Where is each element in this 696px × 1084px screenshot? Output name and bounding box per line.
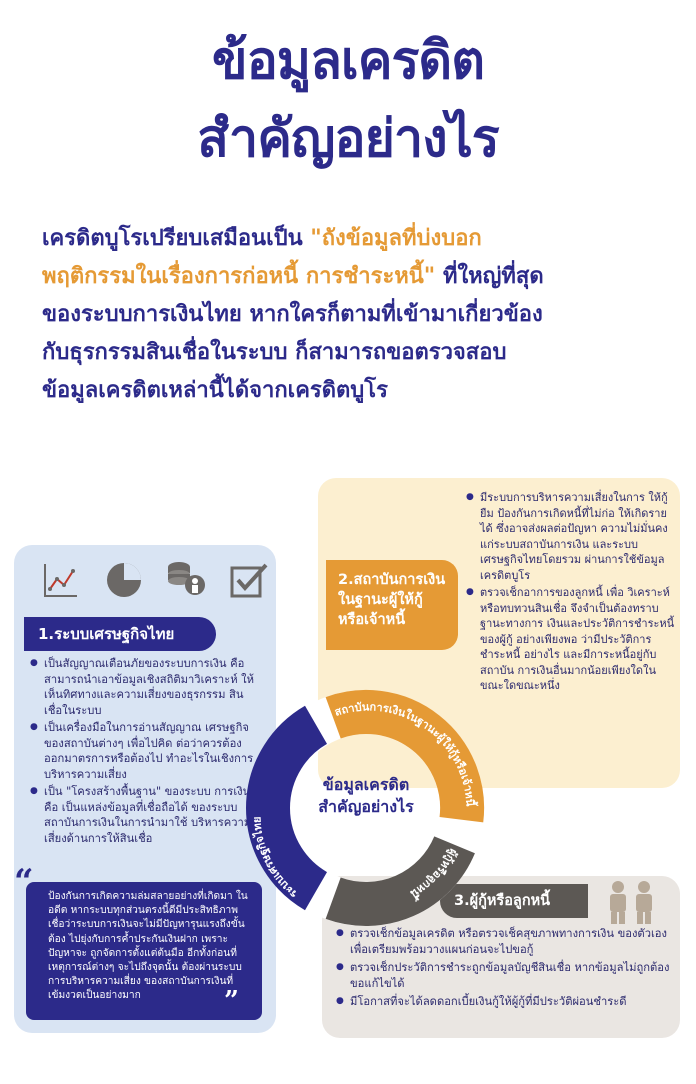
list-item: ● ตรวจเช็กอาการของลูกหนี้ เพื่อ วิเคราะห์หรือทบทวนสินเชื่อ จึงจำเป็นต้องทราบฐานะทางการ เงินและประวัติการชำระหนี้ของผู้กู้ อย่างเพียงพอ ว่ามีประวัติการชำระหนี้ อย่างไร และมีการะหนี้อยู่กับสถาบัน การเงินอื่นมากน้อยเพียงใดใน ขณะใดขณะหนึ่ง xyxy=(466,585,676,694)
page-title-line2: สำคัญอย่างไร xyxy=(197,109,499,169)
list-item: ● ตรวจเช็กข้อมูลเครดิต หรือตรวจเช็คสุขภาพทางการเงิน ของตัวเอง เพื่อเตรียมพร้อมวางแผนก่อนจะไปขอกู้ xyxy=(336,926,670,957)
economy-bullets xyxy=(30,656,258,848)
ring-label-borrower: ผู้กู้หรือลูกหนี้ xyxy=(408,846,460,901)
intro-line-2 xyxy=(42,258,672,296)
lender-bullets xyxy=(466,490,676,696)
list-item: ● เป็นสัญญาณเตือนภัยของระบบการเงิน คือ สามารถนำเอาข้อมูลเชิงสถิติมาวิเคราะห์ ให้เห็นทิศทางและความเสี่ยงของธุรกรรม สินเชื่อในระบบ xyxy=(30,656,258,718)
list-item: ● เป็น "โครงสร้างพื้นฐาน" ของระบบ การเงิน คือ เป็นแหล่งข้อมูลที่เชื่อถือได้ ของระบบสถาบันการเงินในการนำมาใช้ บริหารความเสี่ยงด้านการให้สินเชื่อ xyxy=(30,784,258,846)
page-title-line1: ข้อมูลเครดิต xyxy=(212,31,484,91)
intro-text: เครดิตบูโรเปรียบเสมือนเป็น xyxy=(42,226,311,251)
list-item: ● มีระบบการบริหารความเสี่ยงในการ ให้กู้ยืม ป้องกันการเกิดหนี้ที่ไม่ก่อ ให้เกิดรายได้ ซึ่งอาจส่งผลต่อปัญหา ความไม่มั่นคงแก่ระบบสถาบันการเงิน และระบบเศรษฐกิจไทยโดยรวม ผ่านการใช้ข้อมูลเครดิตบูโร xyxy=(466,490,676,583)
intro-line-4: กับธุรกรรมสินเชื่อในระบบ ก็สามารถขอตรวจสอบ xyxy=(42,340,507,365)
open-quote-icon: “ xyxy=(14,862,34,902)
quote-box: ป้องกันการเกิดความล่มสลายอย่างที่เกิดมา ในอดีต หากระบบทุกส่วนตรงนี้ดีมีประสิทธิภาพ เชื่อว่าระบบการเงินจะไม่มีปัญหารุนแรงถึงขั้นต้อง ไปยุ่งกับการค้ำประกันเงินฝาก เพราะปัญหาจะ ถูกจัดการตั้งแต่ต้นมือ อีกทั้งก่อนที่เหตุการณ์ต่างๆ จะไปถึงจุดนั้น ต้องผ่านระบบการบริหารความเสี่ยง ของสถาบันการเงินที่เข้มงวดเป็นอย่างมาก xyxy=(26,882,262,1020)
coins-person-icon xyxy=(165,559,207,601)
borrower-label: 3.ผู้กู้หรือลูกหนี้ xyxy=(440,884,588,918)
ring-label-economy: ระบบเศรษฐกิจไทย xyxy=(250,816,300,901)
checkbox-icon xyxy=(228,559,270,601)
ring-center-title xyxy=(306,774,426,818)
intro-line-5: ข้อมูลเครดิตเหล่านี้ได้จากเครดิตบูโร xyxy=(42,378,388,403)
borrower-bullets xyxy=(336,926,670,1013)
ring-center-line2: สำคัญอย่างไร xyxy=(318,797,414,816)
list-item: ● มีโอกาสที่จะได้ลดดอกเบี้ยเงินกู้ให้ผู้กู้ที่มีประวัติผ่อนชำระดี xyxy=(336,994,670,1010)
close-quote-icon: ” xyxy=(224,986,239,1016)
line-chart-icon xyxy=(40,559,82,601)
ring-center-line1: ข้อมูลเครดิต xyxy=(322,775,410,794)
intro-highlight: "ถังข้อมูลที่บ่งบอก xyxy=(310,226,482,251)
pie-chart-icon xyxy=(103,559,145,601)
lender-label: 2.สถาบันการเงิน ในฐานะผู้ให้กู้ หรือเจ้าหนี้ xyxy=(326,560,458,650)
list-item: ● ตรวจเช็กประวัติการชำระถูกข้อมูลบัญชีสินเชื่อ หากข้อมูลไม่ถูกต้อง ขอแก้ไขได้ xyxy=(336,960,670,991)
intro-line-3: ของระบบการเงินไทย หากใครก็ตามที่เข้ามาเกี่ยวข้อง xyxy=(42,302,543,327)
list-item: ● เป็นเครื่องมือในการอ่านสัญญาณ เศรษฐกิจของสถาบันต่างๆ เพื่อไปคิด ต่อว่าควรต้องออกมาตรการหรือต้องไป ทำอะไรในเชิงการบริหารความเสี่ยง xyxy=(30,720,258,782)
ring-label-lender: สถาบันการเงินในฐานะผู้ให้กู้หรือเจ้าหนี้ xyxy=(332,700,477,807)
intro-highlight: พฤติกรรมในเรื่องการก่อหนี้ การชำระหนี้" xyxy=(42,264,436,289)
intro-line-1 xyxy=(42,220,672,258)
economy-label: 1.ระบบเศรษฐกิจไทย xyxy=(24,617,216,651)
people-icon xyxy=(598,880,668,924)
economy-icons xyxy=(40,557,270,603)
intro-text: ที่ใหญ่ที่สุด xyxy=(435,264,544,289)
